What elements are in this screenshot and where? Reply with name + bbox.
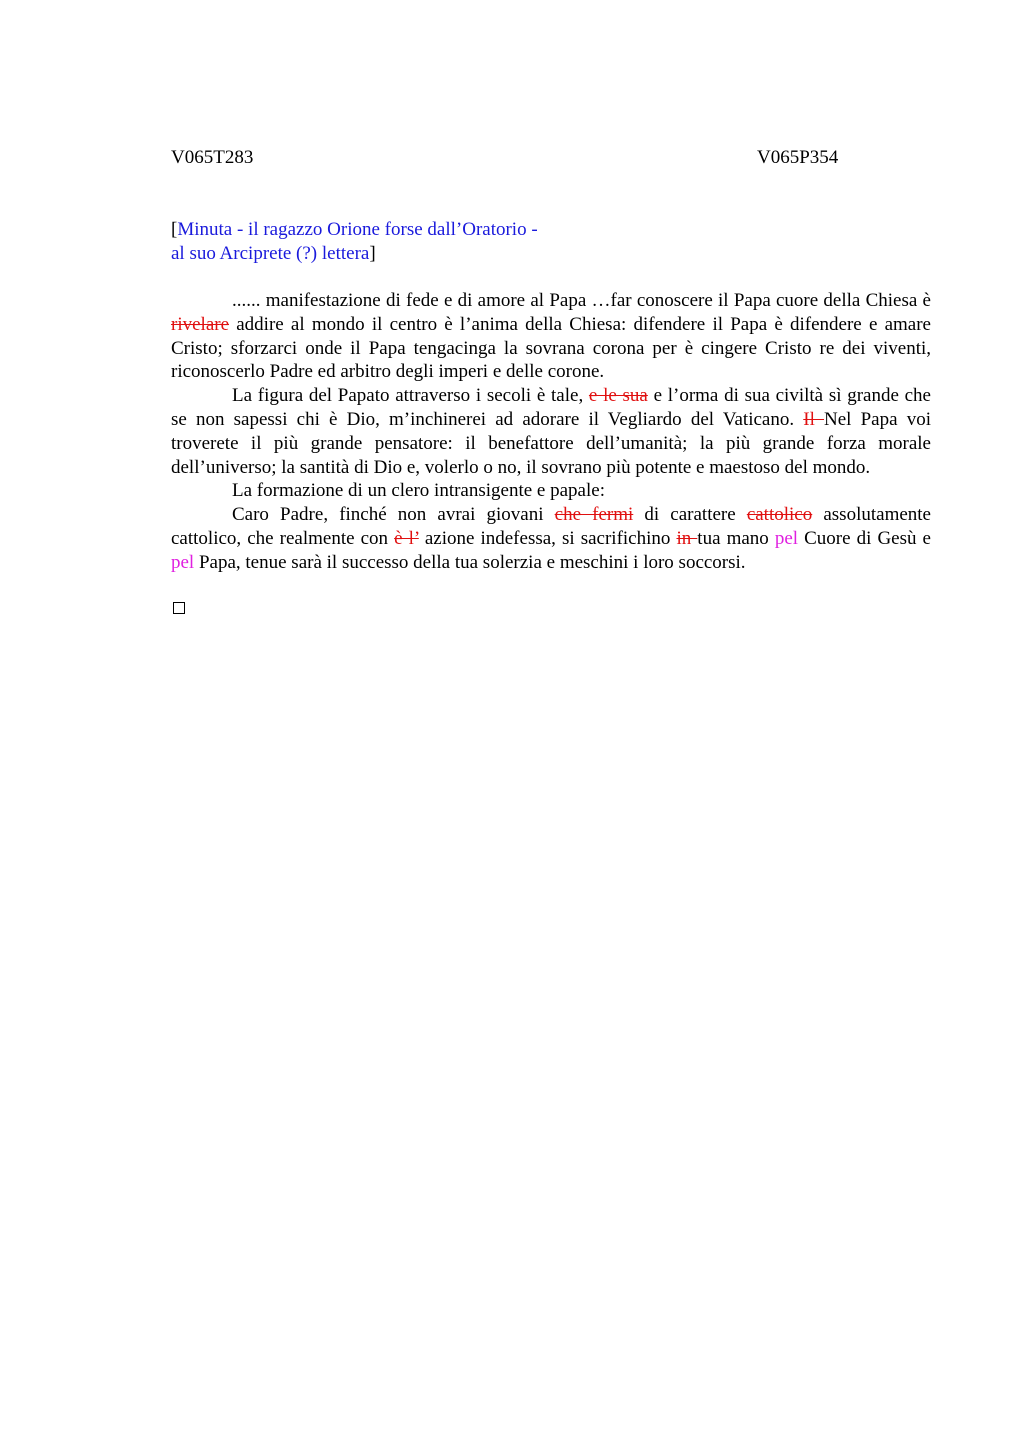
text-run: azione indefessa, si sacrifichino bbox=[418, 527, 677, 549]
deleted-text: è l’ bbox=[394, 527, 419, 549]
caption-line-2: al suo Arciprete (?) lettera bbox=[171, 243, 370, 264]
paragraph-1 bbox=[171, 289, 931, 384]
editorial-caption bbox=[171, 218, 591, 266]
text-run: tua mano bbox=[697, 527, 775, 549]
deleted-text: cattolico bbox=[746, 504, 813, 526]
text-run: assolutamente cattolico, che realmente con bbox=[171, 504, 931, 549]
caption-close-bracket: ] bbox=[369, 243, 376, 264]
caption-line-1: Minuta - il ragazzo Orione forse dall’Oratorio - bbox=[177, 219, 538, 240]
text-run: La figura del Papato attraverso i secoli è tale, bbox=[232, 385, 589, 407]
deleted-text: Il bbox=[803, 408, 825, 430]
text-run: di carattere bbox=[633, 504, 747, 526]
text-run: Papa, tenue sarà il successo della tua solerzia e meschini i loro soccorsi. bbox=[194, 551, 746, 573]
text-run: ...... manifestazione di fede e di amore al Papa …far conoscere il Papa cuore della Chiesa è bbox=[232, 290, 931, 311]
text-run: addire al mondo il centro è l’anima della Chiesa: difendere il Papa è difendere e amare Cristo; sforzarci onde il Papa tengacinga la sovrana corona per è cingere Cristo re dei viventi, riconoscerlo Padre ed arbitro degli imperi e delle corone. bbox=[171, 313, 931, 383]
inserted-text: pel bbox=[171, 551, 195, 573]
deleted-text: che fermi bbox=[554, 504, 634, 526]
text-run: Caro Padre, finché non avrai giovani bbox=[232, 504, 555, 526]
inserted-text: pel bbox=[774, 527, 799, 549]
text-run: Cuore di Gesù e bbox=[798, 527, 931, 549]
end-marker-box-icon bbox=[173, 602, 185, 614]
paragraph-3 bbox=[171, 479, 931, 503]
text-run: La formazione di un clero intransigente e papale: bbox=[232, 480, 605, 502]
caption-open-bracket: [ bbox=[171, 219, 178, 240]
page-code-right: V065P354 bbox=[757, 147, 839, 168]
paragraph-2 bbox=[171, 384, 931, 479]
deleted-text: in bbox=[676, 527, 698, 549]
document-code-left: V065T283 bbox=[171, 147, 254, 168]
text-run: Nel Papa voi troverete il più grande pensatore: il benefattore dell’umanità; la più grande forza morale dell’universo; la santità di Dio e, volerlo o no, il sovrano più potente e maestoso del mondo. bbox=[171, 408, 931, 478]
letter-body bbox=[171, 289, 931, 575]
text-run: e l’orma di sua civiltà sì grande che se non sapessi chi è Dio, m’inchinerei ad adorare il Vegliardo del Vaticano. bbox=[171, 385, 931, 430]
paragraph-4 bbox=[171, 503, 931, 574]
deleted-text: e le sua bbox=[588, 385, 648, 407]
deleted-text: rivelare bbox=[171, 313, 230, 335]
